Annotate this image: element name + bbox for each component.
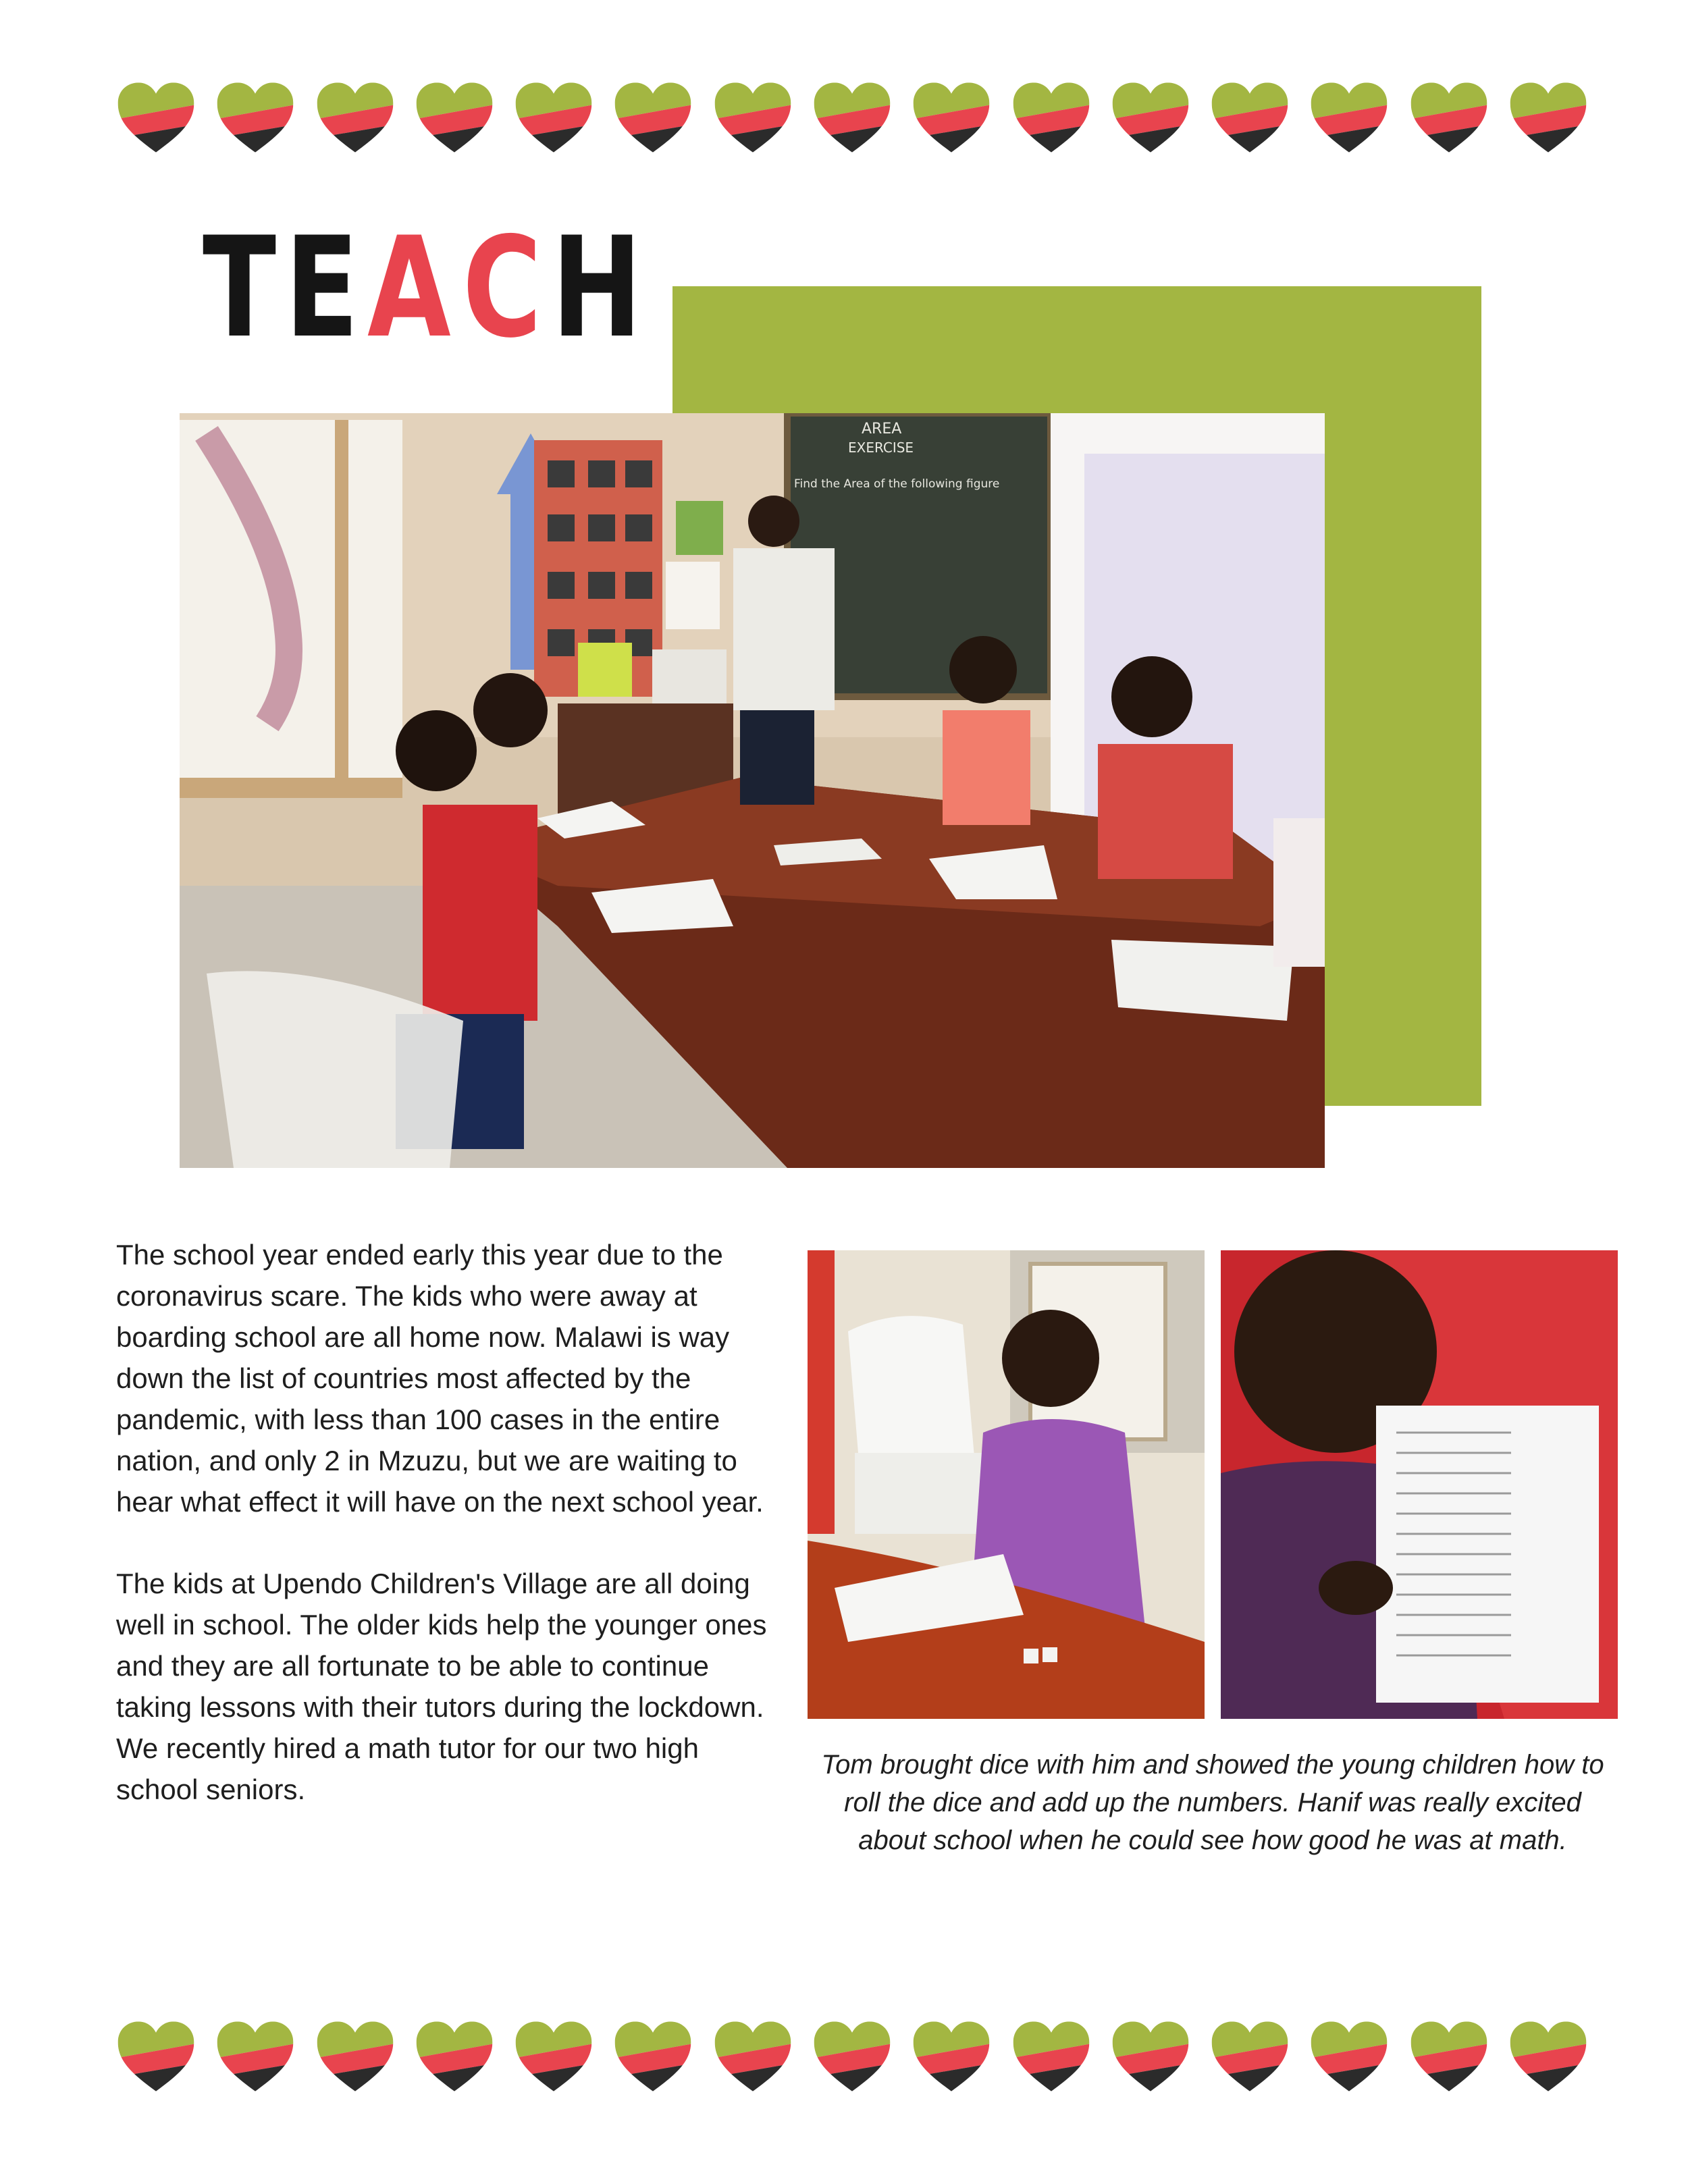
zambia-flag-heart-icon <box>415 81 494 154</box>
chalkboard-line-3: Find the Area of the following figure <box>794 477 1000 491</box>
zambia-flag-heart-icon <box>1508 81 1588 154</box>
zambia-flag-heart-icon <box>116 2020 196 2093</box>
zambia-flag-heart-icon <box>1309 81 1389 154</box>
zambia-flag-heart-icon <box>613 2020 693 2093</box>
classroom-photo-illustration <box>180 413 1325 1168</box>
article-paragraph-1: The school year ended early this year due to the coronavirus scare. The kids who were away at boarding school are all home now. Malawi is way down the list of countries most affected by the pandemic, with less than 100 cases in the entire nation, and only 2 in Mzuzu, but we are waiting to hear what effect it will have on the next school year. <box>116 1239 764 1518</box>
chalkboard-line-1: AREA <box>862 421 902 437</box>
zambia-flag-heart-icon <box>1111 81 1190 154</box>
heart-border-bottom <box>116 2019 1588 2094</box>
boy-with-dice-photo <box>808 1250 1205 1719</box>
zambia-flag-heart-icon <box>713 81 793 154</box>
zambia-flag-heart-icon <box>912 81 991 154</box>
zambia-flag-heart-icon <box>415 2020 494 2093</box>
page-title <box>203 208 649 369</box>
boy-with-worksheet-photo <box>1221 1250 1618 1719</box>
title-letter-c: C <box>462 208 543 369</box>
article-body <box>116 1234 778 1850</box>
title-letter-t: T <box>203 208 278 369</box>
boy-with-worksheet-illustration <box>1221 1250 1618 1719</box>
zambia-flag-heart-icon <box>1210 81 1290 154</box>
zambia-flag-heart-icon <box>1409 81 1489 154</box>
zambia-flag-heart-icon <box>713 2020 793 2093</box>
zambia-flag-heart-icon <box>613 81 693 154</box>
title-letter-a: A <box>367 208 452 369</box>
zambia-flag-heart-icon <box>514 81 594 154</box>
article-paragraph-2: The kids at Upendo Children's Village are all doing well in school. The older kids help the younger ones and they are all fortunate to be able to continue taking lessons with their tutors during the lockdown. We recently hired a math tutor for our two high school seniors. <box>116 1568 767 1805</box>
zambia-flag-heart-icon <box>1011 81 1091 154</box>
zambia-flag-heart-icon <box>912 2020 991 2093</box>
heart-border-top <box>116 80 1588 155</box>
zambia-flag-heart-icon <box>1210 2020 1290 2093</box>
zambia-flag-heart-icon <box>215 81 295 154</box>
zambia-flag-heart-icon <box>315 81 395 154</box>
zambia-flag-heart-icon <box>812 81 892 154</box>
zambia-flag-heart-icon <box>1508 2020 1588 2093</box>
zambia-flag-heart-icon <box>1011 2020 1091 2093</box>
boy-with-dice-illustration <box>808 1250 1205 1719</box>
photo-caption: Tom brought dice with him and showed the young children how to roll the dice and add up the numbers. Hanif was really excited about school when he could see how good he was at math. <box>821 1750 1604 1855</box>
zambia-flag-heart-icon <box>116 81 196 154</box>
title-letter-h: H <box>552 208 643 369</box>
zambia-flag-heart-icon <box>514 2020 594 2093</box>
zambia-flag-heart-icon <box>315 2020 395 2093</box>
classroom-photo <box>180 413 1325 1168</box>
title-letter-e: E <box>284 208 360 369</box>
chalkboard-line-2: EXERCISE <box>848 440 914 456</box>
zambia-flag-heart-icon <box>1409 2020 1489 2093</box>
zambia-flag-heart-icon <box>215 2020 295 2093</box>
zambia-flag-heart-icon <box>1309 2020 1389 2093</box>
zambia-flag-heart-icon <box>1111 2020 1190 2093</box>
zambia-flag-heart-icon <box>812 2020 892 2093</box>
